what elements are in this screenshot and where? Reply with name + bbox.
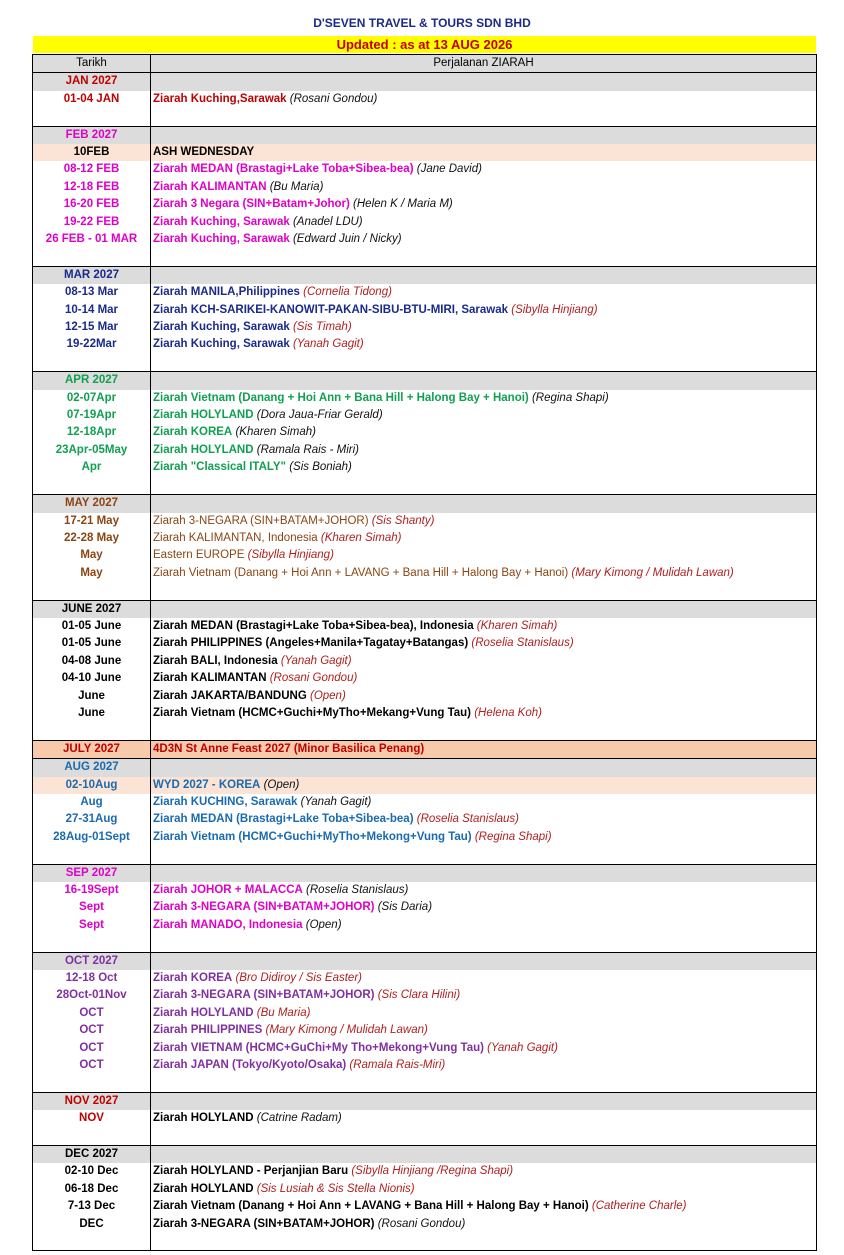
trip-date: Aug — [33, 794, 151, 811]
trip-cell — [151, 1198, 817, 1215]
trip-cell — [151, 161, 817, 178]
trip-cell — [151, 144, 817, 161]
month-header-row — [33, 372, 817, 390]
trip-row — [33, 705, 817, 722]
trip-destination: Ziarah KCH-SARIKEI-KANOWIT-PAKAN-SIBU-BTU-MIRI, Sarawak — [153, 303, 509, 316]
trip-date: June — [33, 705, 151, 722]
trip-cell — [151, 407, 817, 424]
trip-date: 26 FEB - 01 MAR — [33, 231, 151, 248]
trip-row — [33, 91, 817, 108]
july-row — [33, 740, 817, 758]
trip-cell — [151, 670, 817, 687]
trip-date: 10-14 Mar — [33, 302, 151, 319]
month-spacer — [151, 759, 817, 777]
trip-guide: (Sibylla Hinjiang /Regina Shapi) — [351, 1165, 514, 1178]
trip-destination: Ziarah PHILIPPINES — [153, 1024, 263, 1037]
trip-guide: (Roselia Stanislaus) — [416, 813, 519, 826]
trip-date: 22-28 May — [33, 530, 151, 547]
month-label: NOV 2027 — [33, 1092, 151, 1110]
trip-cell — [151, 336, 817, 353]
trip-guide: (Regina Shapi) — [474, 830, 552, 843]
spacer-cell — [151, 722, 817, 740]
trip-guide: (Jane David) — [416, 163, 482, 176]
trip-date: 12-15 Mar — [33, 319, 151, 336]
trip-cell — [151, 987, 817, 1004]
trip-destination: Ziarah HOLYLAND — [153, 443, 254, 456]
trip-row — [33, 336, 817, 353]
trip-destination: Ziarah KALIMANTAN — [153, 180, 267, 193]
month-label: OCT 2027 — [33, 952, 151, 970]
trip-row — [33, 530, 817, 547]
trip-destination: Ziarah KUCHING, Sarawak — [153, 795, 298, 808]
trip-cell — [151, 91, 817, 108]
month-header-row — [33, 759, 817, 777]
trip-date: DEC — [33, 1216, 151, 1233]
trip-destination: Ziarah BALI, Indonesia — [153, 654, 278, 667]
trip-cell — [151, 1040, 817, 1057]
month-header-row — [33, 266, 817, 284]
month-label: MAR 2027 — [33, 266, 151, 284]
trip-date: 06-18 Dec — [33, 1181, 151, 1198]
trip-row — [33, 1040, 817, 1057]
trip-cell — [151, 1110, 817, 1127]
trip-row — [33, 1163, 817, 1180]
trip-destination: Ziarah Kuching,Sarawak — [153, 92, 287, 105]
spacer-cell — [151, 1128, 817, 1146]
month-label: APR 2027 — [33, 372, 151, 390]
trip-date: 17-21 May — [33, 513, 151, 530]
month-spacer — [151, 495, 817, 513]
trip-guide: (Cornelia Tidong) — [303, 286, 392, 299]
month-spacer — [151, 372, 817, 390]
trip-guide: (Sis Clara Hilini) — [377, 989, 461, 1002]
trip-cell — [151, 1216, 817, 1233]
trip-guide: (Bu Maria) — [256, 1006, 311, 1019]
trip-date: OCT — [33, 1005, 151, 1022]
month-header-row — [33, 864, 817, 882]
trip-guide: (Rosani Gondou) — [289, 92, 378, 105]
spacer-row — [33, 354, 817, 372]
trip-date: NOV — [33, 1110, 151, 1127]
trip-cell — [151, 513, 817, 530]
trip-guide: (Rosani Gondou) — [377, 1217, 466, 1230]
trip-destination: Ziarah Vietnam (HCMC+Guchi+MyTho+Mekong+Vung Tau) — [153, 830, 472, 843]
trip-guide: (Sis Shanty) — [371, 514, 435, 527]
trip-row — [33, 284, 817, 301]
trip-guide: (Ramala Rais - Miri) — [256, 443, 359, 456]
trip-destination: Ziarah KOREA — [153, 426, 233, 439]
month-header-row — [33, 952, 817, 970]
trip-row — [33, 917, 817, 934]
trip-cell — [151, 917, 817, 934]
trip-row — [33, 565, 817, 582]
spacer-cell — [151, 108, 817, 126]
spacer-row — [33, 1074, 817, 1092]
spacer-row — [33, 582, 817, 600]
trip-date: 23Apr-05May — [33, 442, 151, 459]
trip-guide: (Bro Didiroy / Sis Easter) — [235, 972, 362, 984]
trip-guide: (Anadel LDU) — [292, 215, 363, 228]
trip-date: 28Oct-01Nov — [33, 987, 151, 1004]
trip-destination: Ziarah MEDAN (Brastagi+Lake Toba+Sibea-bea) — [153, 163, 414, 176]
trip-destination: Ziarah Vietnam (Danang + Hoi Ann + LAVANG + Bana Hill + Halong Bay + Hanoi) — [153, 566, 569, 579]
trip-date: OCT — [33, 1022, 151, 1039]
trip-date: 19-22Mar — [33, 336, 151, 353]
trip-row — [33, 547, 817, 564]
trip-destination: Ziarah HOLYLAND — [153, 1006, 254, 1019]
trip-row — [33, 302, 817, 319]
spacer-cell — [33, 1074, 151, 1092]
trip-guide: (Sis Lusiah & Sis Stella Nionis) — [256, 1182, 415, 1195]
trip-guide: (Helena Koh) — [474, 706, 542, 719]
spacer-row — [33, 248, 817, 266]
trip-row — [33, 161, 817, 178]
spacer-row — [33, 722, 817, 740]
trip-destination: Ziarah KOREA — [153, 972, 233, 984]
trip-destination: ASH WEDNESDAY — [153, 146, 255, 159]
trip-cell — [151, 390, 817, 407]
trip-guide: (Catherine Charle) — [591, 1200, 687, 1213]
trip-cell — [151, 1163, 817, 1180]
trip-guide: (Edward Juin / Nicky) — [292, 233, 402, 246]
trip-date: 02-07Apr — [33, 390, 151, 407]
month-spacer — [151, 1092, 817, 1110]
trip-guide: (Sis Timah) — [292, 321, 352, 334]
trip-row — [33, 231, 817, 248]
trip-destination: Ziarah 3 Negara (SIN+Batam+Johor) — [153, 198, 350, 211]
trip-cell — [151, 424, 817, 441]
trip-row — [33, 513, 817, 530]
spacer-cell — [33, 934, 151, 952]
trip-guide: (Open) — [305, 918, 342, 931]
trip-cell — [151, 653, 817, 670]
spacer-cell — [33, 108, 151, 126]
trip-destination: Ziarah MANILA,Philippines — [153, 286, 300, 299]
trip-row — [33, 899, 817, 916]
trip-guide: (Sibylla Hinjiang) — [247, 549, 334, 562]
trip-cell — [151, 459, 817, 476]
trip-guide: (Kharen Simah) — [320, 531, 402, 544]
month-label: JUNE 2027 — [33, 600, 151, 618]
trip-date: Sept — [33, 899, 151, 916]
trip-date: 7-13 Dec — [33, 1198, 151, 1215]
spacer-cell — [33, 248, 151, 266]
trip-row — [33, 459, 817, 476]
trip-destination: Ziarah HOLYLAND — [153, 409, 254, 422]
trip-cell — [151, 1022, 817, 1039]
spacer-row — [33, 846, 817, 864]
trip-guide: (Dora Jaua-Friar Gerald) — [256, 409, 383, 422]
trip-date: 10FEB — [33, 144, 151, 161]
spacer-cell — [151, 354, 817, 372]
spacer-cell — [33, 354, 151, 372]
trip-row — [33, 777, 817, 794]
month-label: AUG 2027 — [33, 759, 151, 777]
trip-row — [33, 794, 817, 811]
trip-guide: (Mary Kimong / Mulidah Lawan) — [571, 566, 734, 579]
trip-date: 16-20 FEB — [33, 196, 151, 213]
trip-date: Sept — [33, 917, 151, 934]
spacer-cell — [33, 582, 151, 600]
trip-date: 04-10 June — [33, 670, 151, 687]
trip-guide: (Open) — [309, 689, 346, 702]
trip-cell — [151, 1005, 817, 1022]
trip-row — [33, 319, 817, 336]
pilgrimage-schedule-table — [32, 54, 817, 1251]
trip-cell — [151, 319, 817, 336]
trip-guide: (Yanah Gagit) — [292, 338, 364, 351]
updated-banner: Updated : as at 13 AUG 2026 — [33, 36, 816, 53]
trip-date: 07-19Apr — [33, 407, 151, 424]
month-label: DEC 2027 — [33, 1146, 151, 1164]
trip-row — [33, 1181, 817, 1198]
spacer-row — [33, 1128, 817, 1146]
month-label: FEB 2027 — [33, 126, 151, 144]
trip-row — [33, 653, 817, 670]
trip-date: OCT — [33, 1040, 151, 1057]
trip-date: 12-18 Oct — [33, 970, 151, 987]
trip-guide: (Yanah Gagit) — [487, 1041, 558, 1054]
month-header-row — [33, 1146, 817, 1164]
trip-guide: (Kharen Simah) — [476, 619, 558, 632]
trip-row — [33, 407, 817, 424]
trip-date: 01-05 June — [33, 618, 151, 635]
trip-cell — [151, 565, 817, 582]
trip-cell — [151, 882, 817, 899]
column-header-date: Tarikh — [33, 55, 151, 73]
trip-row — [33, 970, 817, 987]
trip-destination: Ziarah MEDAN (Brastagi+Lake Toba+Sibea-bea) — [153, 813, 414, 826]
trip-date: 01-04 JAN — [33, 91, 151, 108]
company-title: D'SEVEN TRAVEL & TOURS SDN BHD — [313, 16, 531, 30]
trip-row — [33, 214, 817, 231]
trip-cell — [151, 1181, 817, 1198]
trip-date: 28Aug-01Sept — [33, 829, 151, 846]
spacer-cell — [151, 846, 817, 864]
month-spacer — [151, 952, 817, 970]
trip-destination: Ziarah HOLYLAND - Perjanjian Baru — [153, 1165, 349, 1178]
spacer-cell — [33, 1128, 151, 1146]
spacer-cell — [33, 1233, 151, 1251]
trip-destination: Ziarah MEDAN (Brastagi+Lake Toba+Sibea-bea), Indonesia — [153, 619, 474, 632]
july-event: 4D3N St Anne Feast 2027 (Minor Basilica Penang) — [151, 740, 817, 758]
july-month: JULY 2027 — [33, 740, 151, 758]
trip-row — [33, 1057, 817, 1074]
trip-cell — [151, 284, 817, 301]
trip-cell — [151, 547, 817, 564]
trip-row — [33, 144, 817, 161]
trip-destination: Ziarah JAKARTA/BANDUNG — [153, 689, 307, 702]
month-header-row — [33, 495, 817, 513]
trip-destination: Ziarah VIETNAM (HCMC+GuChi+My Tho+Mekong+Vung Tau) — [153, 1041, 484, 1054]
month-spacer — [151, 73, 817, 91]
trip-date: Apr — [33, 459, 151, 476]
spacer-row — [33, 477, 817, 495]
trip-guide: (Yanah Gagit) — [300, 795, 372, 808]
trip-cell — [151, 302, 817, 319]
spacer-cell — [151, 1074, 817, 1092]
trip-destination: Ziarah "Classical ITALY" — [153, 461, 286, 474]
trip-destination: Eastern EUROPE — [153, 549, 245, 562]
trip-destination: Ziarah JAPAN (Tokyo/Kyoto/Osaka) — [153, 1059, 347, 1072]
spacer-cell — [33, 722, 151, 740]
trip-destination: Ziarah Vietnam (HCMC+Guchi+MyTho+Mekang+Vung Tau) — [153, 706, 472, 719]
trip-row — [33, 882, 817, 899]
trip-cell — [151, 777, 817, 794]
trip-destination: Ziarah 3-NEGARA (SIN+BATAM+JOHOR) — [153, 901, 375, 914]
trip-destination: Ziarah MANADO, Indonesia — [153, 918, 303, 931]
trip-destination: Ziarah JOHOR + MALACCA — [153, 883, 303, 896]
month-spacer — [151, 266, 817, 284]
trip-guide: (Kharen Simah) — [235, 426, 316, 439]
trip-row — [33, 635, 817, 652]
month-spacer — [151, 126, 817, 144]
trip-cell — [151, 196, 817, 213]
trip-destination: Ziarah KALIMANTAN — [153, 672, 267, 685]
spacer-row — [33, 934, 817, 952]
trip-cell — [151, 899, 817, 916]
trip-cell — [151, 635, 817, 652]
trip-cell — [151, 829, 817, 846]
trip-destination: Ziarah 3-NEGARA (SIN+BATAM+JOHOR) — [153, 1217, 375, 1230]
trip-row — [33, 829, 817, 846]
month-label: MAY 2027 — [33, 495, 151, 513]
trip-date: 02-10 Dec — [33, 1163, 151, 1180]
trip-row — [33, 196, 817, 213]
trip-guide: (Regina Shapi) — [531, 391, 609, 404]
trip-row — [33, 442, 817, 459]
trip-date: 12-18Apr — [33, 424, 151, 441]
trip-destination: Ziarah Kuching, Sarawak — [153, 338, 290, 351]
month-header-row — [33, 600, 817, 618]
trip-row — [33, 688, 817, 705]
month-spacer — [151, 1146, 817, 1164]
trip-cell — [151, 214, 817, 231]
trip-date: 02-10Aug — [33, 777, 151, 794]
trip-date: May — [33, 565, 151, 582]
trip-date: 01-05 June — [33, 635, 151, 652]
trip-guide: (Roselia Stanislaus) — [306, 883, 409, 896]
trip-guide: (Sis Boniah) — [289, 461, 352, 474]
trip-cell — [151, 231, 817, 248]
trip-guide: (Sibylla Hinjiang) — [511, 303, 598, 316]
spacer-cell — [33, 846, 151, 864]
spacer-row — [33, 108, 817, 126]
trip-cell — [151, 688, 817, 705]
trip-guide: (Bu Maria) — [269, 180, 324, 193]
trip-row — [33, 1216, 817, 1233]
trip-destination: Ziarah Vietnam (Danang + Hoi Ann + LAVANG + Bana Hill + Halong Bay + Hanoi) — [153, 1200, 589, 1213]
trip-guide: (Mary Kimong / Mulidah Lawan) — [265, 1024, 428, 1037]
trip-date: May — [33, 547, 151, 564]
trip-cell — [151, 179, 817, 196]
trip-date: June — [33, 688, 151, 705]
trip-date: 08-12 FEB — [33, 161, 151, 178]
month-header-row — [33, 73, 817, 91]
trip-guide: (Open) — [263, 778, 300, 791]
trip-destination: WYD 2027 - KOREA — [153, 778, 261, 791]
trip-destination: Ziarah KALIMANTAN, Indonesia — [153, 531, 318, 544]
spacer-cell — [151, 248, 817, 266]
trip-cell — [151, 618, 817, 635]
trip-cell — [151, 705, 817, 722]
trip-cell — [151, 530, 817, 547]
trip-cell — [151, 442, 817, 459]
trip-row — [33, 1022, 817, 1039]
month-spacer — [151, 864, 817, 882]
trip-date: 27-31Aug — [33, 811, 151, 828]
trip-cell — [151, 811, 817, 828]
month-header-row — [33, 1092, 817, 1110]
spacer-cell — [151, 582, 817, 600]
trip-destination: Ziarah 3-NEGARA (SIN+BATAM+JOHOR) — [153, 514, 369, 527]
trip-row — [33, 987, 817, 1004]
trip-guide: (Rosani Gondou) — [269, 672, 358, 685]
trip-destination: Ziarah Vietnam (Danang + Hoi Ann + Bana Hill + Halong Bay + Hanoi) — [153, 391, 529, 404]
trip-destination: Ziarah Kuching, Sarawak — [153, 215, 290, 228]
trip-guide: (Ramala Rais-Miri) — [349, 1059, 446, 1072]
spacer-cell — [151, 1233, 817, 1251]
trip-destination: Ziarah PHILIPPINES (Angeles+Manila+Tagatay+Batangas) — [153, 637, 469, 650]
trip-destination: Ziarah HOLYLAND — [153, 1182, 254, 1195]
trip-row — [33, 811, 817, 828]
trip-row — [33, 1198, 817, 1215]
month-label: JAN 2027 — [33, 73, 151, 91]
trip-date: 12-18 FEB — [33, 179, 151, 196]
trip-cell — [151, 1057, 817, 1074]
trip-guide: (Helen K / Maria M) — [353, 198, 453, 211]
spacer-row — [33, 1233, 817, 1251]
trip-destination: Ziarah Kuching, Sarawak — [153, 233, 290, 246]
trip-row — [33, 670, 817, 687]
trip-date: 04-08 June — [33, 653, 151, 670]
spacer-cell — [33, 477, 151, 495]
spacer-cell — [151, 934, 817, 952]
trip-destination: Ziarah Kuching, Sarawak — [153, 321, 290, 334]
trip-date: 16-19Sept — [33, 882, 151, 899]
trip-destination: Ziarah HOLYLAND — [153, 1112, 254, 1125]
trip-date: 08-13 Mar — [33, 284, 151, 301]
trip-cell — [151, 794, 817, 811]
trip-row — [33, 424, 817, 441]
trip-row — [33, 390, 817, 407]
column-header-trip: Perjalanan ZIARAH — [151, 55, 817, 73]
trip-guide: (Sis Daria) — [377, 901, 433, 914]
trip-guide: (Yanah Gagit) — [280, 654, 352, 667]
trip-row — [33, 1005, 817, 1022]
trip-date: 19-22 FEB — [33, 214, 151, 231]
month-header-row — [33, 126, 817, 144]
trip-cell — [151, 970, 817, 987]
trip-guide: (Catrine Radam) — [256, 1112, 342, 1125]
trip-row — [33, 179, 817, 196]
trip-row — [33, 618, 817, 635]
month-spacer — [151, 600, 817, 618]
trip-row — [33, 1110, 817, 1127]
spacer-cell — [151, 477, 817, 495]
trip-guide: (Roselia Stanislaus) — [471, 637, 574, 650]
trip-date: OCT — [33, 1057, 151, 1074]
trip-destination: Ziarah 3-NEGARA (SIN+BATAM+JOHOR) — [153, 989, 375, 1002]
month-label: SEP 2027 — [33, 864, 151, 882]
